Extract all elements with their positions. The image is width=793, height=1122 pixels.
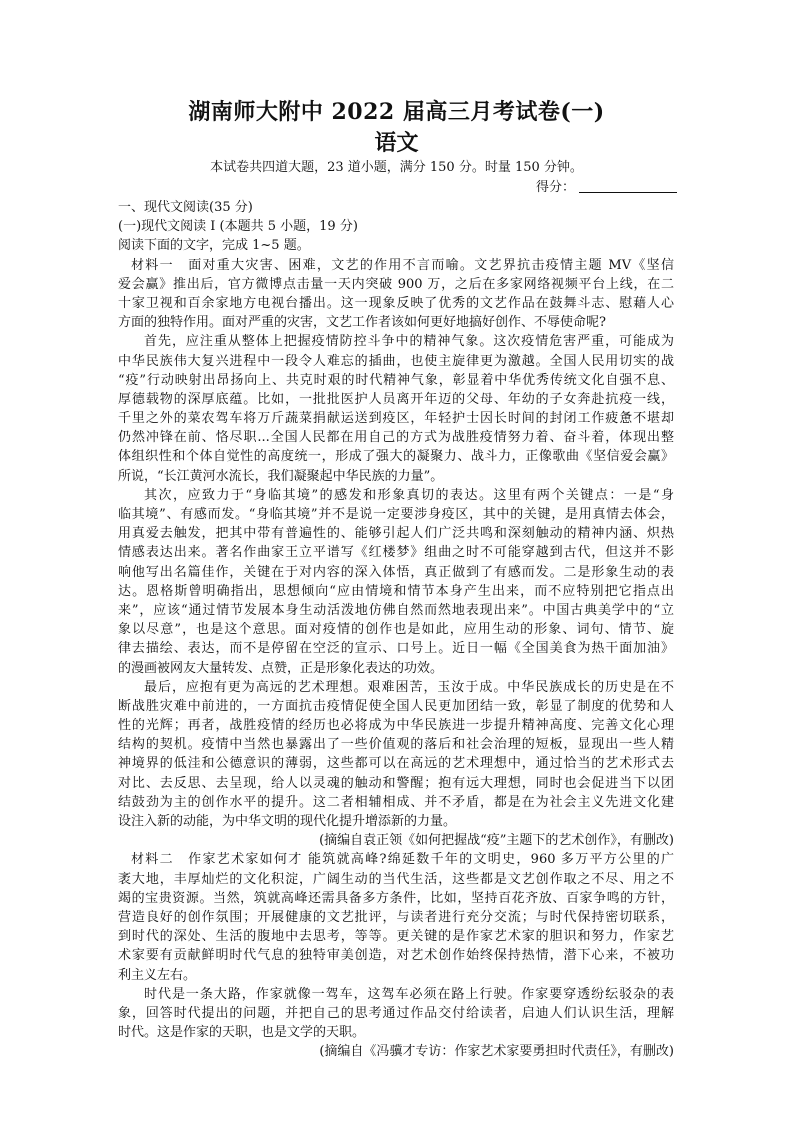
- material2-line: 到时代的深处、生活的腹地中去思考，等等。更关键的是作家艺术家的胆识和努力，作家艺: [118, 929, 674, 945]
- material1-line: 结构的契机。疫情中当然也暴露出了一些价值观的落后和社会治理的短板，显现出一些人精: [118, 737, 674, 753]
- score-label: 得分：: [536, 180, 576, 195]
- material2-line: 竭的宝贵资源。当然，筑就高峰还需具备多方条件，比如，坚持百花齐放、百家争鸣的方针，: [118, 890, 674, 906]
- material1-line: 千里之外的菜农驾车将万斤蔬菜捐献运送到疫区，年轻护士因长时间的封闭工作疲惫不堪却: [118, 411, 674, 427]
- material2-line: 利主义左右。: [118, 967, 197, 983]
- material1-line: 材料一 面对重大灾害、困难，文艺的作用不言而喻。文艺界抗击疫情主题 MV《坚信: [131, 257, 674, 273]
- material2-source: (摘编自《冯骥才专访：作家艺术家要勇担时代责任》，有删改): [319, 1044, 674, 1060]
- subject-title: 语文: [374, 130, 419, 156]
- material1-line: 用真爱去触发，把其中带有普遍性的、能够引起人们广泛共鸣和深刻触动的精神内涵、炽热: [118, 526, 674, 542]
- material1-line: 性的光辉；再者，战胜疫情的经历也必将成为中华民族进一步提升精神高度、完善文化心理: [118, 718, 674, 734]
- material1-source: (摘编自袁正领《如何把握战“疫”主题下的艺术创作》，有删改): [319, 833, 674, 849]
- material2-line: 袤大地，丰厚灿烂的文化积淀，广阔生动的当代生活，这些都是文艺创作取之不尽、用之不: [118, 871, 674, 887]
- material1-line: 爱会赢》推出后，官方微博点击量一天内突破 900 万，之后在多家网络视频平台上线，在二: [118, 276, 674, 292]
- section-instruction: 阅读下面的文字，完成 1~5 题。: [118, 238, 310, 254]
- material1-line: 象以尽意”，也是这个意思。面对疫情的创作也是如此，应用生动的形象、词句、情节、旋: [118, 622, 674, 638]
- material1-line: 的漫画被网友大量转发、点赞，正是形象化表达的功效。: [118, 660, 444, 676]
- material2-line: 时代。这是作家的天职，也是文学的天职。: [118, 1025, 366, 1041]
- material1-line: 达。恩格斯曾明确指出，思想倾向“应由情境和情节本身产生出来，而不应特别把它指点出: [118, 583, 674, 599]
- material2-line: 营造良好的创作氛围；开展健康的文艺批评，与读者进行充分交流；与时代保持密切联系，: [118, 909, 674, 925]
- section-heading: 一、现代文阅读(35 分): [118, 200, 253, 215]
- exam-body: [118, 198, 674, 1061]
- material2-line: 时代是一条大路，作家就像一驾车，这驾车必须在路上行驶。作家要穿透纷纭驳杂的表: [144, 986, 674, 1002]
- exam-title: 湖南师大附中 2022 届高三月考试卷(一): [188, 99, 605, 125]
- material1-line: 厚德载物的深厚底蕴。比如，一批批医护人员离开年迈的父母、年幼的子女奔赴抗疫一线，: [118, 391, 674, 407]
- material1-line: 响他写出名篇佳作，关键在于对内容的深入体悟，真正做到了有感而发。二是形象生动的表: [118, 564, 674, 580]
- material1-line: 神境界的低洼和公德意识的薄弱，这些都可以在高远的艺术理想中，通过恰当的艺术形式去: [118, 756, 674, 772]
- material1-line: 最后，应抱有更为高远的艺术理想。艰难困苦，玉汝于成。中华民族成长的历史是在不: [144, 679, 674, 695]
- material2-line: 术家要有贡献鲜明时代气息的独特审美创造，对艺术创作始终保持热情，潜下心来，不被功: [118, 948, 674, 964]
- material1-line: 对比、去反思、去呈现，给人以灵魂的触动和警醒；抱有远大理想，同时也会促进当下以团: [118, 775, 674, 791]
- material1-line: 结鼓劲为主的创作水平的提升。这二者相辅相成、并不矛盾，都是在为社会主义先进文化建: [118, 794, 674, 810]
- material2-line: 象，回答时代提出的问题，并把自己的思考通过作品交付给读者，启迪人们认识生活，理解: [118, 1005, 674, 1021]
- material1-line: 首先，应注重从整体上把握疫情防控斗争中的精神气象。这次疫情危害严重，可能成为: [144, 334, 674, 350]
- material1-line: 设注入新的动能，为中华文明的现代化提升增添新的力量。: [118, 814, 457, 829]
- material1-line: 所说，“长江黄河水流长，我们凝聚起中华民族的力量”。: [118, 468, 444, 484]
- material1-line: 十家卫视和百余家地方电视台播出。这一现象反映了优秀的文艺作品在鼓舞斗志、慰藉人心: [118, 295, 674, 311]
- material1-line: 其次，应致力于“身临其境”的感发和形象真切的表达。这里有两个关键点：一是“身: [144, 487, 674, 503]
- material1-line: 来”，应该“通过情节发展本身生动活泼地仿佛自然而然地表现出来”。中国古典美学中的“立: [118, 602, 674, 618]
- material1-line: 体组织性和个体自觉性的高度统一，形成了强大的凝聚力、战斗力，正像歌曲《坚信爱会赢》: [118, 449, 674, 465]
- material1-line: 仍然冲锋在前、恪尽职...全国人民都在用自己的方式为战胜疫情努力着、奋斗着，体现出整: [118, 430, 674, 446]
- material1-line: 临其境”、有感而发。“身临其境”并不是说一定要涉身疫区，其中的关键，是用真情去体会，: [118, 507, 674, 522]
- material1-line: 断战胜灾难中前进的，一方面抗击疫情促使全国人民更加团结一致，彰显了制度的优势和人: [118, 698, 674, 714]
- section-subheading: (一)现代文阅读 I (本题共 5 小题，19 分): [118, 219, 358, 235]
- score-blank[interactable]: [579, 178, 677, 193]
- material1-line: 中华民族伟大复兴进程中一段令人难忘的插曲，也使主旋律更为激越。全国人民用切实的战: [118, 353, 674, 369]
- material1-line: 方面的独特作用。面对严重的灾害，文艺工作者该如何更好地搞好创作、不辱使命呢?: [118, 315, 606, 331]
- material1-line: 律去描绘、表达，而不是停留在空泛的宣示、口号上。近日一幅《全国美食为热干面加油》: [118, 641, 674, 657]
- material1-line: 情感表达出来。著名作曲家王立平谱写《红楼梦》组曲之时不可能穿越到古代，但这并不影: [118, 545, 674, 561]
- score-field: [536, 178, 677, 198]
- material1-line: “疫”行动映射出昂扬向上、共克时艰的时代精神气象，彰显着中华优秀传统文化自强不息、: [118, 372, 674, 388]
- exam-notice: 本试卷共四道大题，23 道小题，满分 150 分。时量 150 分钟。: [210, 160, 583, 175]
- material2-line: 材料二 作家艺术家如何才 能筑就高峰?绵延数千年的文明史，960 多万平方公里的广: [131, 852, 674, 868]
